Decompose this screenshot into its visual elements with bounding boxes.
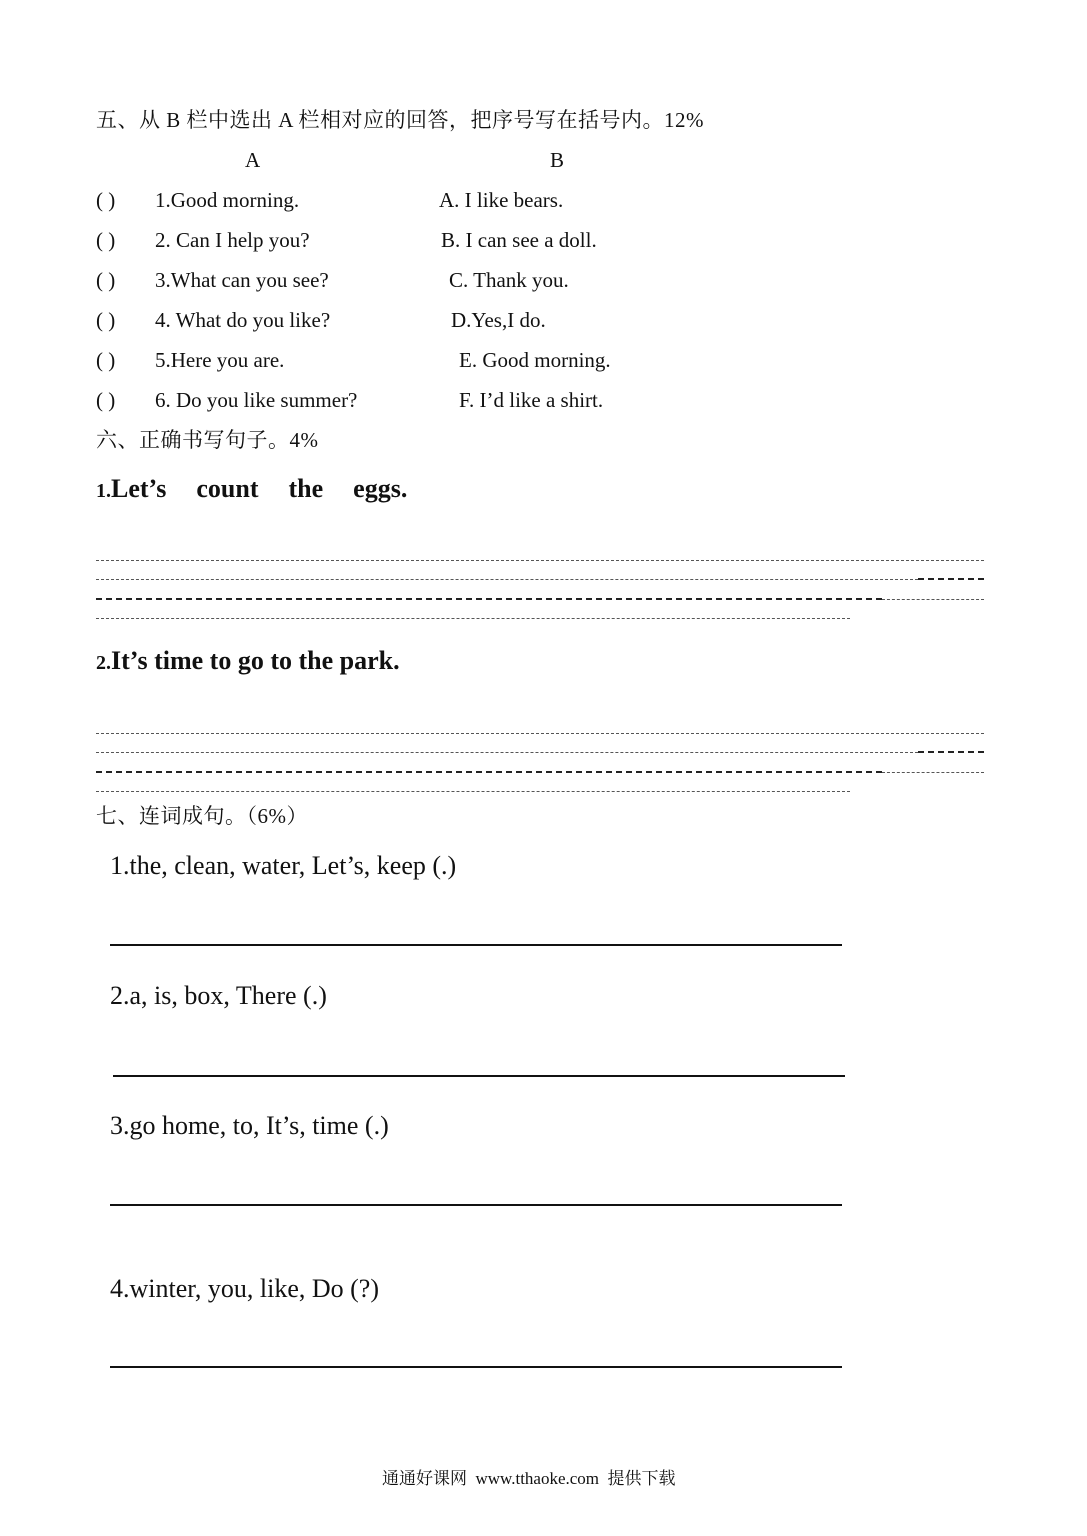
footer-url[interactable]: www.tthaoke.com — [475, 1469, 600, 1488]
row-4-question: 4. What do you like? — [155, 308, 331, 332]
row-1-question: 1.Good morning. — [155, 188, 300, 212]
row-5-question: 5.Here you are. — [155, 348, 285, 372]
sentence-1-word-1: Let’s — [111, 474, 167, 503]
answer-line-4[interactable] — [110, 1366, 842, 1368]
sentence-1-number: 1. — [96, 480, 111, 502]
reorder-item-3: 3.go home, to, It’s, time (.) — [110, 1111, 389, 1140]
answer-line-2[interactable] — [113, 1075, 845, 1077]
sentence-2-number: 2. — [96, 652, 111, 674]
reorder-item-1: 1.the, clean, water, Let’s, keep (.) — [110, 851, 457, 880]
footer — [382, 1464, 676, 1489]
sentence-1-word-4: eggs. — [353, 474, 408, 503]
row-6-bracket[interactable]: ( ) — [96, 388, 116, 412]
column-b-label: B — [550, 148, 565, 172]
row-4-bracket[interactable]: ( ) — [96, 308, 116, 332]
section5-heading: 五、从 B 栏中选出 A 栏相对应的回答，把序号写在括号内。12% — [96, 108, 705, 132]
answer-line-1[interactable] — [110, 944, 842, 946]
row-1-bracket[interactable]: ( ) — [96, 188, 116, 212]
answer-line-3[interactable] — [110, 1204, 842, 1206]
row-3-answer: C. Thank you. — [449, 268, 569, 292]
section7-heading: 七、连词成句。（6%） — [96, 804, 308, 828]
sentence-2-text: It’s time to go to the park. — [111, 646, 400, 675]
section6-heading: 六、正确书写句子。4% — [96, 428, 319, 452]
row-2-question: 2. Can I help you? — [155, 228, 310, 252]
row-6-answer: F. I’d like a shirt. — [459, 388, 604, 412]
footer-tail: 提供下载 — [607, 1469, 676, 1488]
sentence-1-word-2: count — [196, 474, 259, 503]
row-3-bracket[interactable]: ( ) — [96, 268, 116, 292]
row-5-answer: E. Good morning. — [459, 348, 611, 372]
footer-site: 通通好课网 — [382, 1469, 467, 1488]
sentence-1-word-3: the — [288, 474, 324, 503]
reorder-item-4: 4.winter, you, like, Do (?) — [110, 1274, 380, 1303]
row-4-answer: D.Yes,I do. — [451, 308, 546, 332]
row-5-bracket[interactable]: ( ) — [96, 348, 116, 372]
sentence-1 — [96, 474, 407, 506]
row-6-question: 6. Do you like summer? — [155, 388, 358, 412]
row-1-answer: A. I like bears. — [439, 188, 564, 212]
row-3-question: 3.What can you see? — [155, 268, 329, 292]
sentence-2 — [96, 646, 400, 678]
row-2-answer: B. I can see a doll. — [441, 228, 597, 252]
reorder-item-2: 2.a, is, box, There (.) — [110, 981, 327, 1010]
column-a-label: A — [245, 148, 261, 172]
row-2-bracket[interactable]: ( ) — [96, 228, 116, 252]
